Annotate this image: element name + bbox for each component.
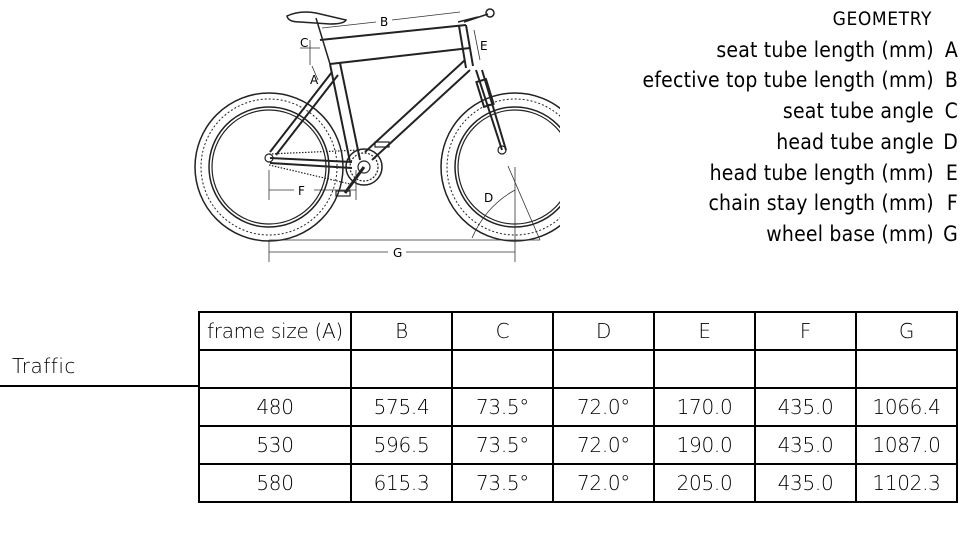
table-cell: 1087.0 [856,426,957,464]
legend-item-letter: B [944,68,958,93]
diagram-label-e: E [480,39,488,53]
model-name: Traffic [12,354,76,378]
table-header-cell: D [553,312,654,350]
table-cell: 596.5 [351,426,452,464]
legend-item-label: efective top tube length (mm) [642,68,934,93]
legend-item [643,96,959,127]
legend-item [643,127,959,158]
legend-item-letter: A [944,37,958,62]
geometry-legend [643,4,959,250]
legend-item-letter: C [944,99,958,124]
legend-item-label: wheel base (mm) [766,221,934,246]
table-header-cell: G [856,312,957,350]
table-cell: 615.3 [351,464,452,502]
table-cell [351,350,452,388]
table-cell: 435.0 [755,464,856,502]
table-cell: 480 [199,388,351,426]
diagram-label-a: A [310,73,319,87]
table-cell: 72.0° [553,464,654,502]
legend-item-label: head tube length (mm) [709,160,934,185]
legend-item-letter: G [943,221,958,246]
table-header-cell: B [351,312,452,350]
table-cell: 575.4 [351,388,452,426]
legend-item-label: seat tube length (mm) [716,37,934,62]
legend-item-letter: D [943,129,958,154]
table-row [199,350,957,388]
legend-item [643,158,959,189]
table-cell: 190.0 [654,426,755,464]
diagram-label-g: G [393,246,403,260]
legend-title: GEOMETRY [832,8,932,30]
front-wheel [441,93,560,241]
legend-item-label: head tube angle [776,129,934,154]
diagram-label-b: B [380,15,389,29]
table-cell [856,350,957,388]
table-cell: 170.0 [654,388,755,426]
table-cell: 435.0 [755,388,856,426]
table-cell: 435.0 [755,426,856,464]
table-cell: 73.5° [452,464,553,502]
legend-item-label: seat tube angle [782,99,934,124]
table-cell [654,350,755,388]
handlebar [458,9,494,22]
table-row [199,464,957,502]
legend-item-label: chain stay length (mm) [708,191,934,216]
table-cell: 205.0 [654,464,755,502]
table-cell [553,350,654,388]
bike-geometry-diagram [185,0,560,270]
table-header-row [199,312,957,350]
crankset [336,142,389,196]
legend-item [643,35,959,66]
legend-item [643,65,959,96]
table-cell: 73.5° [452,426,553,464]
diagram-label-f: F [298,184,305,198]
diagram-label-c: C [300,36,309,50]
table-cell: 580 [199,464,351,502]
model-divider [0,385,199,387]
table-cell: 72.0° [553,426,654,464]
table-cell [199,350,351,388]
geometry-table [198,311,958,503]
legend-item [643,188,959,219]
diagram-label-d: D [484,191,494,205]
table-row [199,388,957,426]
table-header-cell: E [654,312,755,350]
table-header-cell: F [755,312,856,350]
table-cell: 73.5° [452,388,553,426]
table-cell [755,350,856,388]
table-header-cell: frame size (A) [199,312,351,350]
table-cell: 530 [199,426,351,464]
legend-item-letter: F [946,191,958,216]
legend-item-letter: E [945,160,958,185]
table-header-cell: C [452,312,553,350]
table-row [199,426,957,464]
table-cell [452,350,553,388]
legend-item [643,219,959,250]
table-cell: 72.0° [553,388,654,426]
table-cell: 1066.4 [856,388,957,426]
table-cell: 1102.3 [856,464,957,502]
